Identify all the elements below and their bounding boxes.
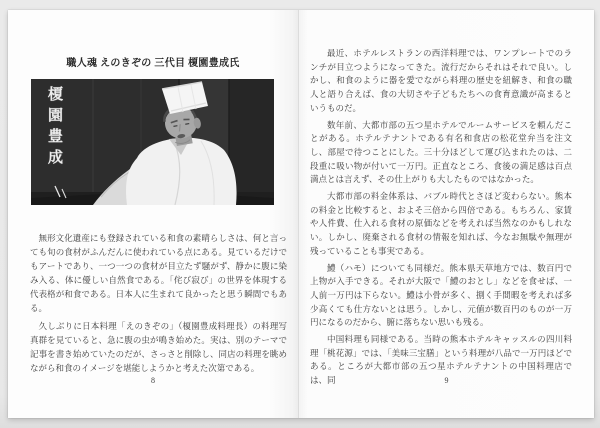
body-paragraph: 久しぶりに日本料理「えのきぞの」（榎園豊成料理長）の料理写真群を見ていると、急に腹の虫が鳴き始めた。実は、別のテーマで記事を書き始めていたのだが、さっさと削除し、同店の料理を眺めながら和食のイメージを堪能しようかと考えた次第である。 <box>30 321 287 373</box>
body-paragraph: 最近、ホテルレストランの西洋料理では、ワンプレートでのランチが目立つようになってきた。流行だからそれはそれで良い。しかし、和食のように器を愛でながら料理の歴史を紐解き、和食の職人と語り合えば、食の大切さや子どもたちへの食育意識が高まるというものだ。 <box>310 48 572 113</box>
body-paragraph: 大都市部の料金体系は、バブル時代とさほど変わらない。熊本の料金と比較すると、およそ三倍から四倍である。もちろん、家賃や人件費、仕入れる食材の原価などを考えれば当然なのかもしれない。しかし、廃棄される食材の情報を知れば、今なお無駄や無理が残っていることも事実である。 <box>310 191 572 256</box>
book-spread <box>8 10 594 418</box>
page-number-left: 8 <box>151 376 155 385</box>
right-page-body <box>310 47 572 391</box>
page-number-right: 9 <box>444 376 449 385</box>
chef-photo <box>31 79 274 205</box>
body-paragraph: 鱧（ハモ）についても同様だ。熊本県天草地方では、数百円で上物が入手できる。それが大阪で「鱧のおとし」などを食せば、一人前一万円は下らない。鱧は小骨が多く、捌く手間暇を考えれば多少高くても仕方ないとは思う。しかし、元値が数百円のものが一万円になるのだから、腑に落ちない思いも残る。 <box>310 262 572 328</box>
left-page-body <box>30 231 287 379</box>
chef-photo-illustration <box>31 79 274 205</box>
photo-calligraphy-caption: 榎園豊成 <box>46 86 62 170</box>
body-paragraph: 無形文化遺産にも登録されている和食の素晴らしさは、何と言っても旬の食材がふんだんに使われている点にある。見ているだけでもアートであり、一つ一つの食材が目立たず騒がず、静かに腹に染み入る、体に優しい自然食である。「侘び寂び」の世界を体現する代表格が和食である。日本人に生まれて良かったと思う瞬間でもある。 <box>30 233 287 313</box>
article-title: 職人魂 えのきぞの 三代目 榎園豊成氏 <box>66 58 240 69</box>
body-paragraph: 中国料理も同様である。当時の熊本ホテルキャッスルの四川料理「桃花源」では、「美味三宝膳」という料理が八品で一万円ほどである。ところが大都市部の五つ星ホテルテナントの中国料理店では、同 <box>310 334 572 386</box>
page-left <box>8 10 298 418</box>
page-right <box>298 10 594 418</box>
body-paragraph: 数年前、大都市部の五つ星ホテルでルームサービスを頼んだことがある。ホテルテナントである有名和食店の松花堂弁当を注文し、部屋で待つことにした。三十分ほどして運び込まれたのは、二段重に吸い物が付いて一万円。正直なところ、食後の満足感は百点満点とは言えず、その仕上がりも大したものではなかった。 <box>310 119 572 185</box>
